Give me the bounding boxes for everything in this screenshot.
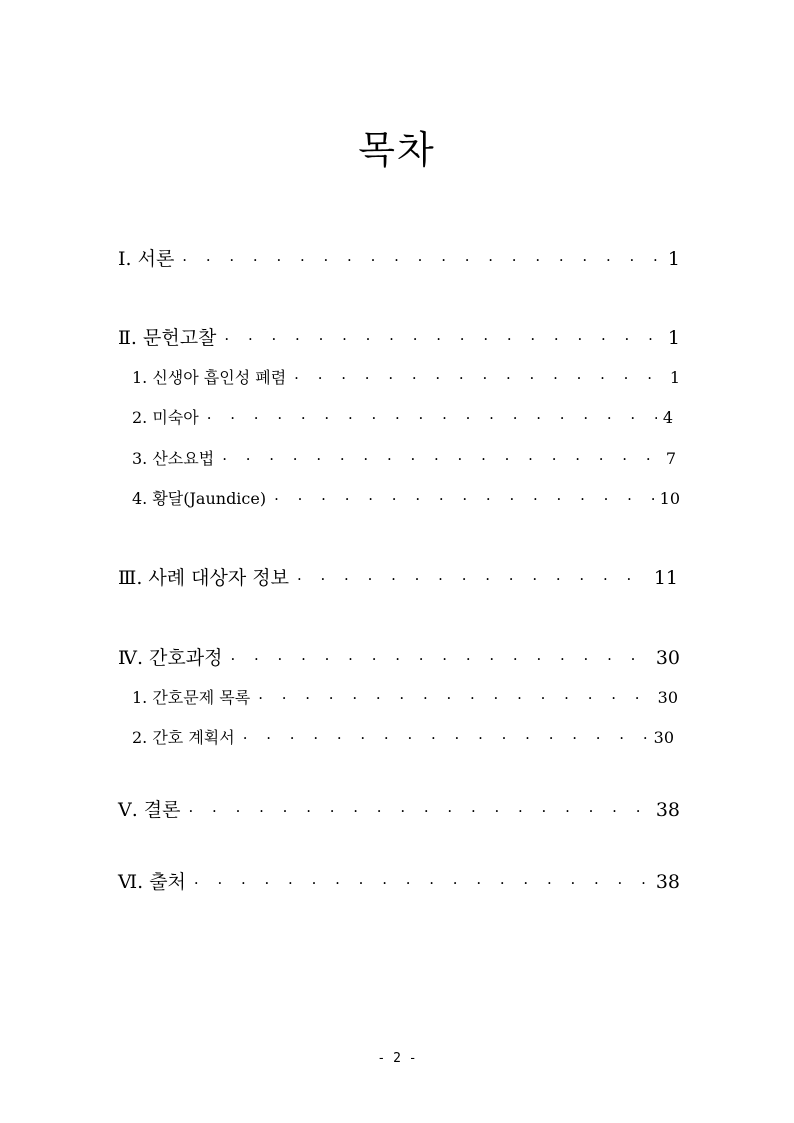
dot-leader: [207, 407, 657, 429]
toc-subentry-jaundice: [132, 488, 680, 510]
toc-entry-label: 1. 간호문제 목록: [132, 688, 251, 707]
toc-entry-label: Ⅲ. 사례 대상자 정보: [118, 567, 289, 589]
dot-leader: [294, 367, 664, 389]
toc-entry-page: 38: [655, 799, 680, 821]
toc-entry-introduction: [118, 246, 680, 272]
dot-leader: [274, 488, 654, 510]
toc-subentry-premature-infant: [132, 407, 673, 429]
page-number: - 2 -: [377, 1051, 417, 1066]
dot-leader: [297, 566, 648, 592]
dot-leader: [230, 646, 649, 672]
toc-entry-page: 30: [655, 647, 680, 669]
toc-entry-page: 1: [667, 327, 680, 349]
dot-leader: [182, 247, 662, 273]
toc-entry-label: Ⅱ. 문헌고찰: [118, 327, 217, 349]
toc-entry-nursing-process: [118, 645, 680, 671]
page-title: 목차: [358, 128, 436, 172]
toc-entry-label: 2. 간호 계획서: [132, 728, 235, 747]
toc-subentry-oxygen-therapy: [132, 448, 676, 470]
toc-entry-label: Ⅴ. 결론: [118, 799, 181, 821]
dot-leader: [224, 326, 661, 352]
toc-subentry-nursing-problem-list: [132, 687, 678, 709]
toc-entry-page: 38: [655, 871, 680, 893]
toc-entry-case-subject-info: [118, 565, 678, 591]
toc-entry-label: 1. 신생아 흡인성 폐렴: [132, 368, 287, 387]
dot-leader: [258, 687, 651, 709]
dot-leader: [194, 870, 650, 896]
toc-entry-page: 30: [657, 688, 678, 707]
toc-entry-page: 10: [659, 489, 680, 508]
toc-entry-conclusion: [118, 797, 680, 823]
toc-entry-label: 4. 황달(Jaundice): [132, 489, 267, 508]
toc-entry-page: 7: [665, 449, 676, 468]
toc-entry-label: 3. 산소요법: [132, 449, 215, 468]
toc-entry-references: [118, 869, 680, 895]
dot-leader: [222, 448, 660, 470]
toc-entry-page: 1: [667, 248, 680, 270]
toc-subentry-nursing-care-plan: [132, 727, 674, 749]
dot-leader: [243, 727, 648, 749]
toc-entry-label: Ⅰ. 서론: [118, 248, 175, 270]
toc-entry-label: Ⅳ. 간호과정: [118, 647, 223, 669]
toc-entry-page: 30: [653, 728, 674, 747]
toc-entry-page: 11: [653, 567, 678, 589]
toc-entry-literature-review: [118, 325, 680, 351]
toc-entry-page: 4: [662, 408, 673, 427]
toc-entry-label: Ⅵ. 출처: [118, 871, 186, 893]
toc-entry-page: 1: [669, 368, 680, 387]
toc-entry-label: 2. 미숙아: [132, 408, 199, 427]
dot-leader: [189, 798, 650, 824]
toc-subentry-aspiration-pneumonia: [132, 367, 680, 389]
